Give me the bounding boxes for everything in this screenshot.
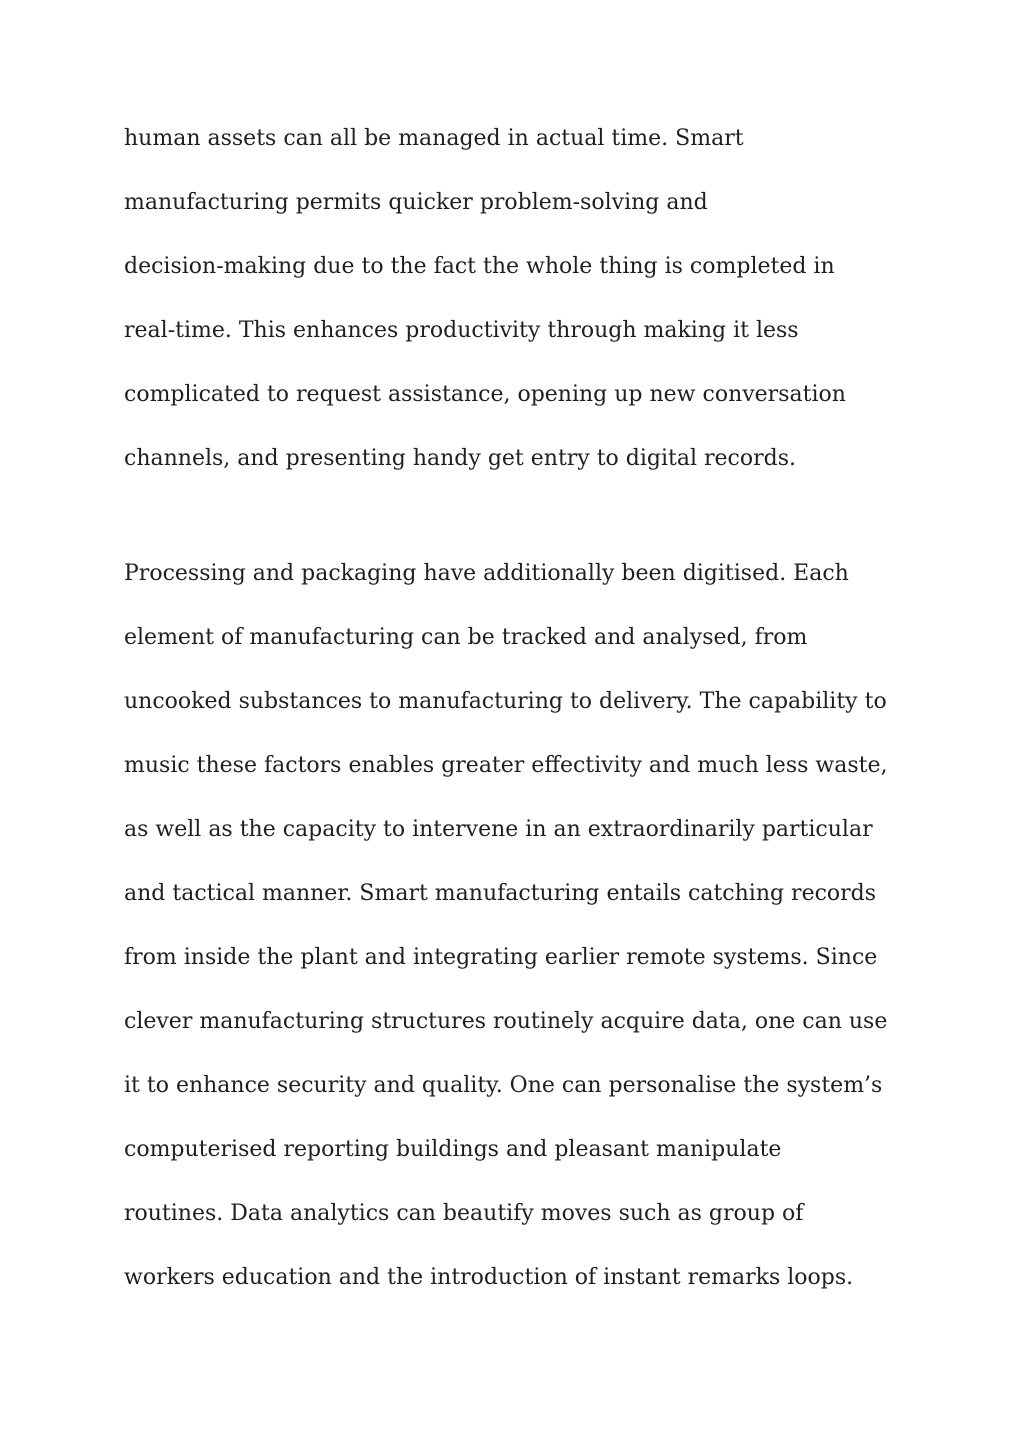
text-line: element of manufacturing can be tracked and analysed, from	[124, 625, 808, 650]
text-line: complicated to request assistance, opening up new conversation	[124, 382, 846, 407]
text-line: channels, and presenting handy get entry to digital records.	[124, 446, 797, 471]
text-line: and tactical manner. Smart manufacturing entails catching records	[124, 881, 877, 906]
text-line: human assets can all be managed in actual time. Smart	[124, 126, 744, 151]
text-line: uncooked substances to manufacturing to delivery. The capability to	[124, 689, 887, 714]
text-line: clever manufacturing structures routinely acquire data, one can use	[124, 1009, 888, 1034]
text-line: manufacturing permits quicker problem-solving and	[124, 190, 708, 215]
paragraph-processing-packaging	[124, 542, 924, 1310]
paragraph-smart-manufacturing	[124, 107, 924, 491]
text-line: music these factors enables greater effectivity and much less waste,	[124, 753, 888, 778]
text-line: it to enhance security and quality. One can personalise the system’s	[124, 1073, 883, 1098]
text-line: workers education and the introduction of instant remarks loops.	[124, 1265, 854, 1290]
text-line: from inside the plant and integrating earlier remote systems. Since	[124, 945, 878, 970]
text-line: as well as the capacity to intervene in an extraordinarily particular	[124, 817, 873, 842]
text-line: Processing and packaging have additionally been digitised. Each	[124, 561, 849, 586]
text-line: computerised reporting buildings and pleasant manipulate	[124, 1137, 782, 1162]
text-line: decision-making due to the fact the whole thing is completed in	[124, 254, 835, 279]
text-line: routines. Data analytics can beautify moves such as group of	[124, 1201, 804, 1226]
text-line: real-time. This enhances productivity through making it less	[124, 318, 799, 343]
